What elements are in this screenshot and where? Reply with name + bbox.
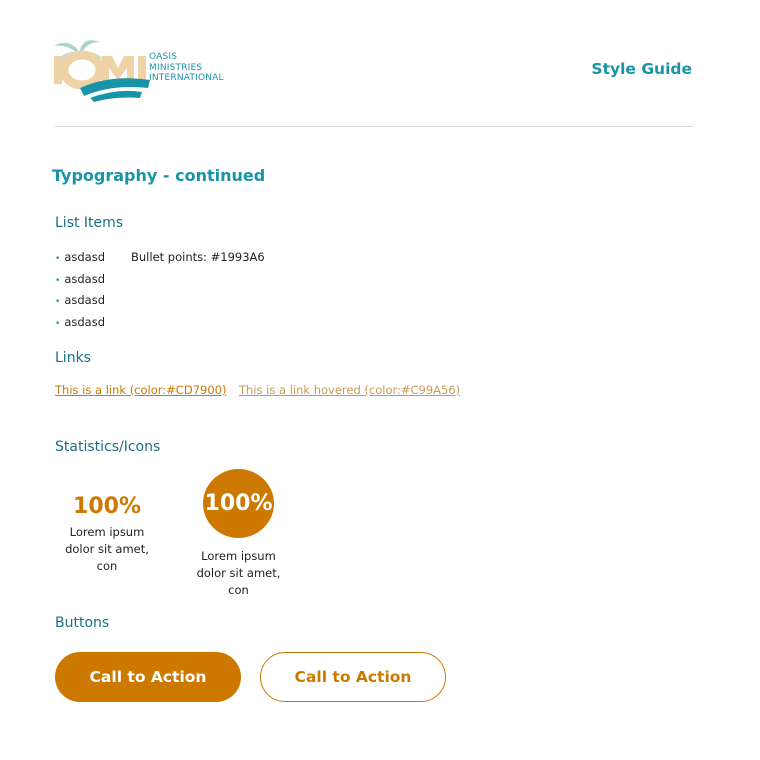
- header-divider: [55, 126, 693, 127]
- stat-plain-caption: [55, 524, 159, 575]
- list-item-text: asdasd: [64, 314, 105, 329]
- sample-link[interactable]: This is a link (color:#CD7900): [55, 383, 227, 397]
- bullet-icon: •: [55, 297, 61, 307]
- links-heading: Links: [55, 350, 91, 366]
- stat-plain-caption-line1: Lorem ipsum: [69, 525, 145, 539]
- list-item-text: asdasd: [64, 250, 105, 264]
- stat-circle-value: 100%: [204, 491, 273, 516]
- list-item-text: asdasd: [64, 293, 105, 307]
- stat-plain-caption-line2: dolor sit amet, con: [65, 542, 149, 573]
- section-title: Typography - continued: [52, 166, 266, 185]
- logo-line-ministries: MINISTRIES: [149, 62, 203, 73]
- cta-secondary-button[interactable]: Call to Action: [260, 652, 446, 702]
- stats-heading: Statistics/Icons: [55, 439, 161, 455]
- bullet-icon: •: [55, 275, 61, 286]
- header: [0, 0, 760, 127]
- bullet-icon: •: [55, 318, 61, 329]
- stat-circle-caption-line1: Lorem ipsum: [201, 549, 276, 563]
- list-item: [55, 248, 105, 270]
- page-label: Style Guide: [591, 60, 692, 78]
- bullet-icon: •: [55, 254, 61, 264]
- logo-text: [149, 52, 224, 84]
- bullet-color-note: Bullet points: #1993A6: [131, 250, 265, 264]
- cta-primary-button[interactable]: Call to Action: [55, 652, 241, 702]
- list-item-text: asdasd: [64, 271, 105, 286]
- logo-line-international: INTERNATIONAL: [149, 73, 224, 83]
- logo[interactable]: [50, 38, 260, 102]
- list-item: [55, 270, 105, 292]
- list-item: [55, 313, 105, 335]
- bullet-list: [55, 248, 105, 334]
- stat-plain: [55, 493, 159, 575]
- stat-circle-badge: [203, 469, 274, 538]
- list-item: [55, 291, 105, 313]
- stat-plain-value: 100%: [73, 494, 141, 519]
- sample-link-hovered[interactable]: This is a link hovered (color:#C99A56): [239, 383, 461, 397]
- stat-circle-caption-line2: dolor sit amet, con: [196, 566, 281, 597]
- logo-mark-icon: [50, 38, 150, 102]
- buttons-heading: Buttons: [55, 615, 110, 631]
- stat-circle-caption: [186, 548, 291, 599]
- list-items-heading: List Items: [55, 215, 124, 231]
- logo-line-oasis: OASIS: [149, 52, 178, 62]
